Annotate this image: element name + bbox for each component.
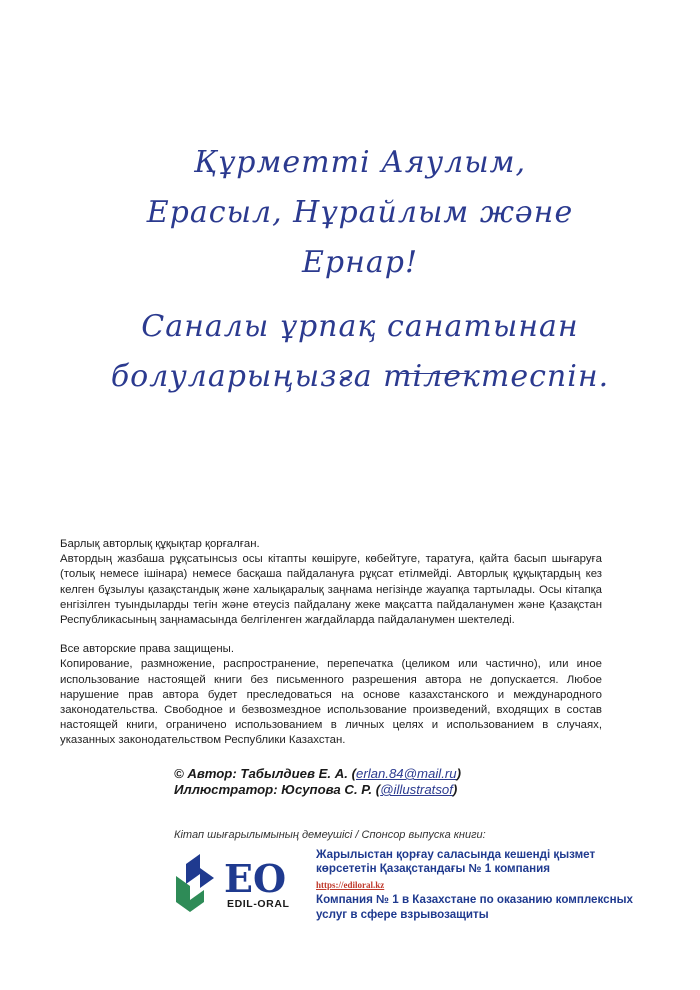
logo-mark-green [176, 876, 204, 912]
dedication [100, 138, 620, 402]
copyright-kz-heading: Барлық авторлық құқықтар қорғалған. [60, 538, 260, 550]
company-kz: Жарылыстан қорғау саласында кешенді қызмет көрсететін Қазақстандағы № 1 компания [316, 848, 596, 876]
copyright-ru-body: Копирование, размножение, распространение, перепечатка (целиком или частично), или иное использование настоящей книги без письменного разрешения автора не допускается. Любое нарушение прав автора будет преследоваться на основе казахстанского и международного законодательства. Свободное и безвозмездное использование произведений, входящих в состав настоящей книги, ограничено использованием в личных целях и использованием в случаях, указанных законодательством Республики Казахстан. [60, 658, 602, 747]
copyright-kz [60, 537, 602, 628]
signature-line [400, 373, 467, 374]
dedication-line-1: Құрметті Аяулым, [193, 145, 527, 180]
copyright-notice [60, 537, 602, 749]
illustrator-handle-link[interactable]: @illustratsof [380, 782, 453, 797]
author-label: © Автор: Табылдиев Е. А. [174, 766, 348, 781]
logo-wordmark: EDIL-ORAL [227, 898, 290, 910]
author-credit: © Автор: Табылдиев Е. А. (erlan.84@mail.ru) [174, 766, 462, 781]
logo-mark-blue [186, 854, 214, 888]
copyright-ru [60, 642, 602, 748]
logo-letters: EO [224, 856, 287, 901]
copyright-ru-heading: Все авторские права защищены. [60, 643, 235, 656]
dedication-line-4: болуларыңызға тілектеспін. [110, 359, 610, 394]
dedication-line-3: Саналы ұрпақ санатынан [141, 309, 579, 344]
sponsor-company [316, 848, 636, 922]
dedication-line-2: Ерасыл, Нұрайлым және Ернар! [146, 195, 574, 280]
company-ru: Компания № 1 в Казахстане по оказанию комплексных услуг в сфере взрывозащиты [316, 893, 633, 921]
copyright-kz-body: Автордың жазбаша рұқсатынсыз осы кітапты көшіруге, көбейтуге, таратуға, қайта басып шығаруға (толық немесе ішінара) немесе басқаша пайдалануға рұқсат етілмейді. Авторлық құқықтардың кез келген бұзылуы қазақстандық және халықаралық заңнама негізінде жауапқа тартылады. Осы кітапқа енгізілген туындыларды тегін және өтеусіз пайдалану жеке мақсатта пайдаланумен және Қазақстан Республикасының заңнамасында белгіленген жағдайларда пайдаланумен шектеледі. [60, 553, 602, 627]
company-url-link[interactable]: https://ediloral.kz [316, 879, 385, 890]
author-email-link[interactable]: erlan.84@mail.ru [355, 766, 457, 781]
sponsor-label: Кітап шығарылымының демеушісі / Спонсор выпуска книги: [174, 829, 486, 841]
illustrator-credit: Иллюстратор: Юсупова С. Р. (@illustratsof) [174, 782, 458, 797]
credits [174, 766, 461, 798]
illustrator-label: Иллюстратор: Юсупова С. Р. [174, 782, 373, 797]
